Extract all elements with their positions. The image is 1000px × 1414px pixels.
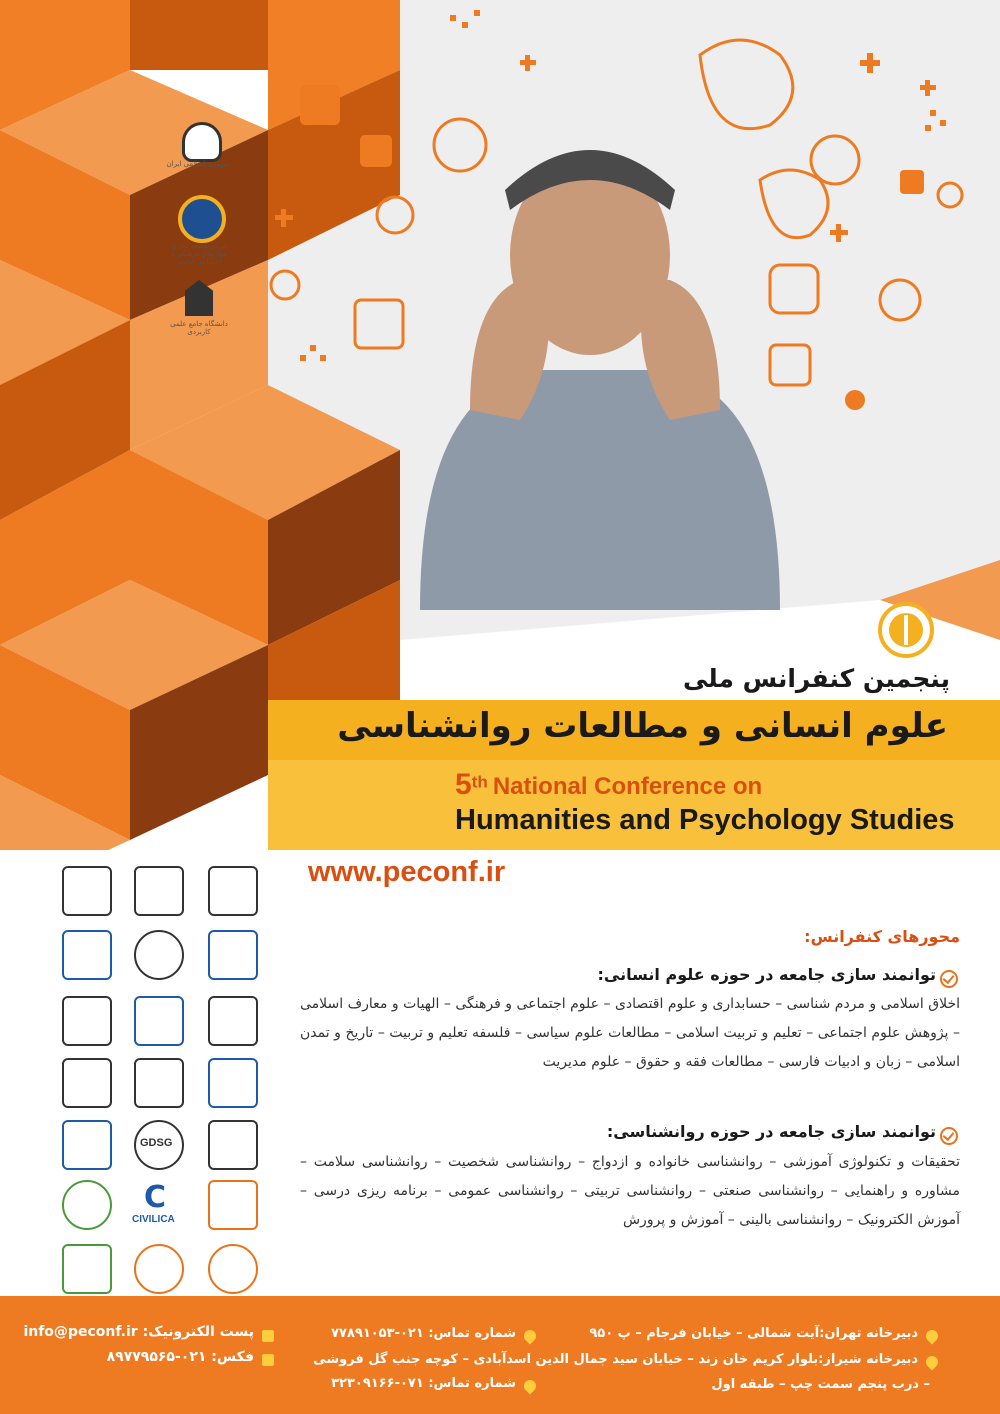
gdsg-text: GDSG <box>140 1137 173 1149</box>
conference-en-text: National Conference on <box>492 773 763 800</box>
shiraz-phone <box>331 1376 516 1391</box>
axis-section-title-2: توانمند سازی جامعه در حوزه روانشناسی: <box>606 1122 936 1141</box>
sponsor-logo-19 <box>208 1244 258 1294</box>
sponsor-logo-7 <box>208 996 258 1046</box>
tehran-phone-number: ۰۲۱-۷۷۸۹۱۰۵۳ <box>331 1326 424 1341</box>
sponsor-logo-1 <box>208 866 258 916</box>
shiraz-address <box>313 1352 918 1367</box>
top-logo-caption-2: مرکز توسعه سازی مهارتهای فرهنگی و اجتماعی جامعه <box>171 242 227 266</box>
fax-line <box>107 1349 254 1365</box>
sponsor-logo-gdsg <box>134 1120 184 1170</box>
website-link[interactable]: www.peconf.ir <box>308 856 506 888</box>
shiraz-phone-number: ۰۷۱-۳۲۳۰۹۱۶۶ <box>331 1376 424 1391</box>
email-address[interactable]: info@peconf.ir <box>23 1324 138 1340</box>
check-icon <box>940 1127 958 1145</box>
sponsor-logo-13 <box>208 1120 258 1170</box>
sponsor-logo-20 <box>134 1244 184 1294</box>
location-icon <box>924 1354 941 1371</box>
fax-icon <box>262 1354 274 1366</box>
civilica-icon: C <box>144 1180 167 1215</box>
shiraz-label: دبیرخانه شیراز: <box>818 1352 918 1367</box>
phone-icon <box>522 1328 539 1345</box>
footer <box>0 1296 1000 1414</box>
location-icon <box>924 1328 941 1345</box>
sponsor-logo-11 <box>134 1058 184 1108</box>
sponsor-logo-4 <box>208 930 258 980</box>
civilica-text: CIVILICA <box>132 1214 175 1225</box>
conference-en-sup: th <box>471 772 488 792</box>
tehran-phone <box>331 1326 516 1341</box>
sponsor-logo-18 <box>62 1180 112 1230</box>
sponsor-logo-12 <box>62 1058 112 1108</box>
sponsor-logo-21 <box>62 1244 112 1294</box>
top-logo-center <box>178 195 226 243</box>
sponsor-logo-2 <box>134 866 184 916</box>
tehran-label: دبیرخانه تهران: <box>819 1326 918 1341</box>
phone-icon <box>522 1378 539 1395</box>
conference-title-line1: پنجمین کنفرانس ملی <box>682 664 950 693</box>
fax-number: ۰۲۱-۸۹۷۷۹۵۶۵ <box>106 1349 207 1365</box>
shiraz-address-line2: – درب پنجم سمت چپ – طبقه اول <box>711 1377 930 1392</box>
sponsor-logo-8 <box>134 996 184 1046</box>
sponsor-logo-16 <box>208 1180 258 1230</box>
top-logo-emblem <box>182 122 222 162</box>
sponsor-logo-5 <box>134 930 184 980</box>
top-logo-caption-3: دانشگاه جامع علمی کاربردی <box>170 320 228 336</box>
email-label: پست الکترونیک: <box>142 1324 254 1340</box>
conference-en-line1 <box>455 768 762 802</box>
conference-en-line2: Humanities and Psychology Studies <box>455 804 955 836</box>
email-line <box>23 1324 254 1340</box>
fax-label: فکس: <box>211 1349 254 1365</box>
email-icon <box>262 1330 274 1342</box>
check-icon <box>940 970 958 988</box>
sponsor-logo-9 <box>62 996 112 1046</box>
tehran-address <box>589 1326 918 1341</box>
tehran-address-text: آیت شمالی – خیابان فرجام – پ ۹۵۰ <box>589 1326 820 1341</box>
tehran-phone-label: شماره تماس: <box>428 1326 516 1341</box>
sponsor-logo-3 <box>62 866 112 916</box>
shiraz-phone-label: شماره تماس: <box>428 1376 516 1391</box>
sponsor-logo-15 <box>62 1120 112 1170</box>
sponsor-logo-6 <box>62 930 112 980</box>
sponsor-logo-civilica <box>134 1180 180 1226</box>
sponsor-logo-10 <box>208 1058 258 1108</box>
axis-section-body-1: اخلاق اسلامی و مردم شناسی – حسابداری و علوم اقتصادی – علوم اجتماعی و فرهنگی – الهیات و معارف اسلامی – پژوهش علوم اجتماعی – تعلیم و تربیت اسلامی – مطالعات علوم سیاسی – فلسفه تعلیم و تربیت – تاریخ و تمدن اسلامی – زبان و ادبیات فارسی – مطالعات فقه و حقوق – علوم مدیریت <box>300 996 960 1070</box>
axis-section-title-1: توانمند سازی جامعه در حوزه علوم انسانی: <box>597 965 936 984</box>
conference-en-number: 5 <box>455 768 472 801</box>
axes-heading: محورهای کنفرانس: <box>804 927 960 946</box>
conference-title-line2: علوم انسانی و مطالعات روانشناسی <box>337 706 948 746</box>
shiraz-address-text: بلوار کریم خان زند – خیابان سید جمال الدین اسدآبادی – کوچه جنب گل فروشی <box>313 1352 819 1367</box>
axis-section-body-2: تحقیقات و تکنولوژی آموزشی – روانشناسی خانواده و ازدواج – روانشناسی شخصیت – روانشناسی سلامت – مشاوره و راهنمایی – روانشناسی صنعتی – روانشناسی تربیتی – روانشناسی عمومی – برنامه ریزی درسی – آموزش الکترونیک – روانشناسی بالینی – آموزش و پرورش <box>300 1154 960 1228</box>
top-logo-caption-1: جمهوری اسلامی ایران <box>166 160 232 168</box>
